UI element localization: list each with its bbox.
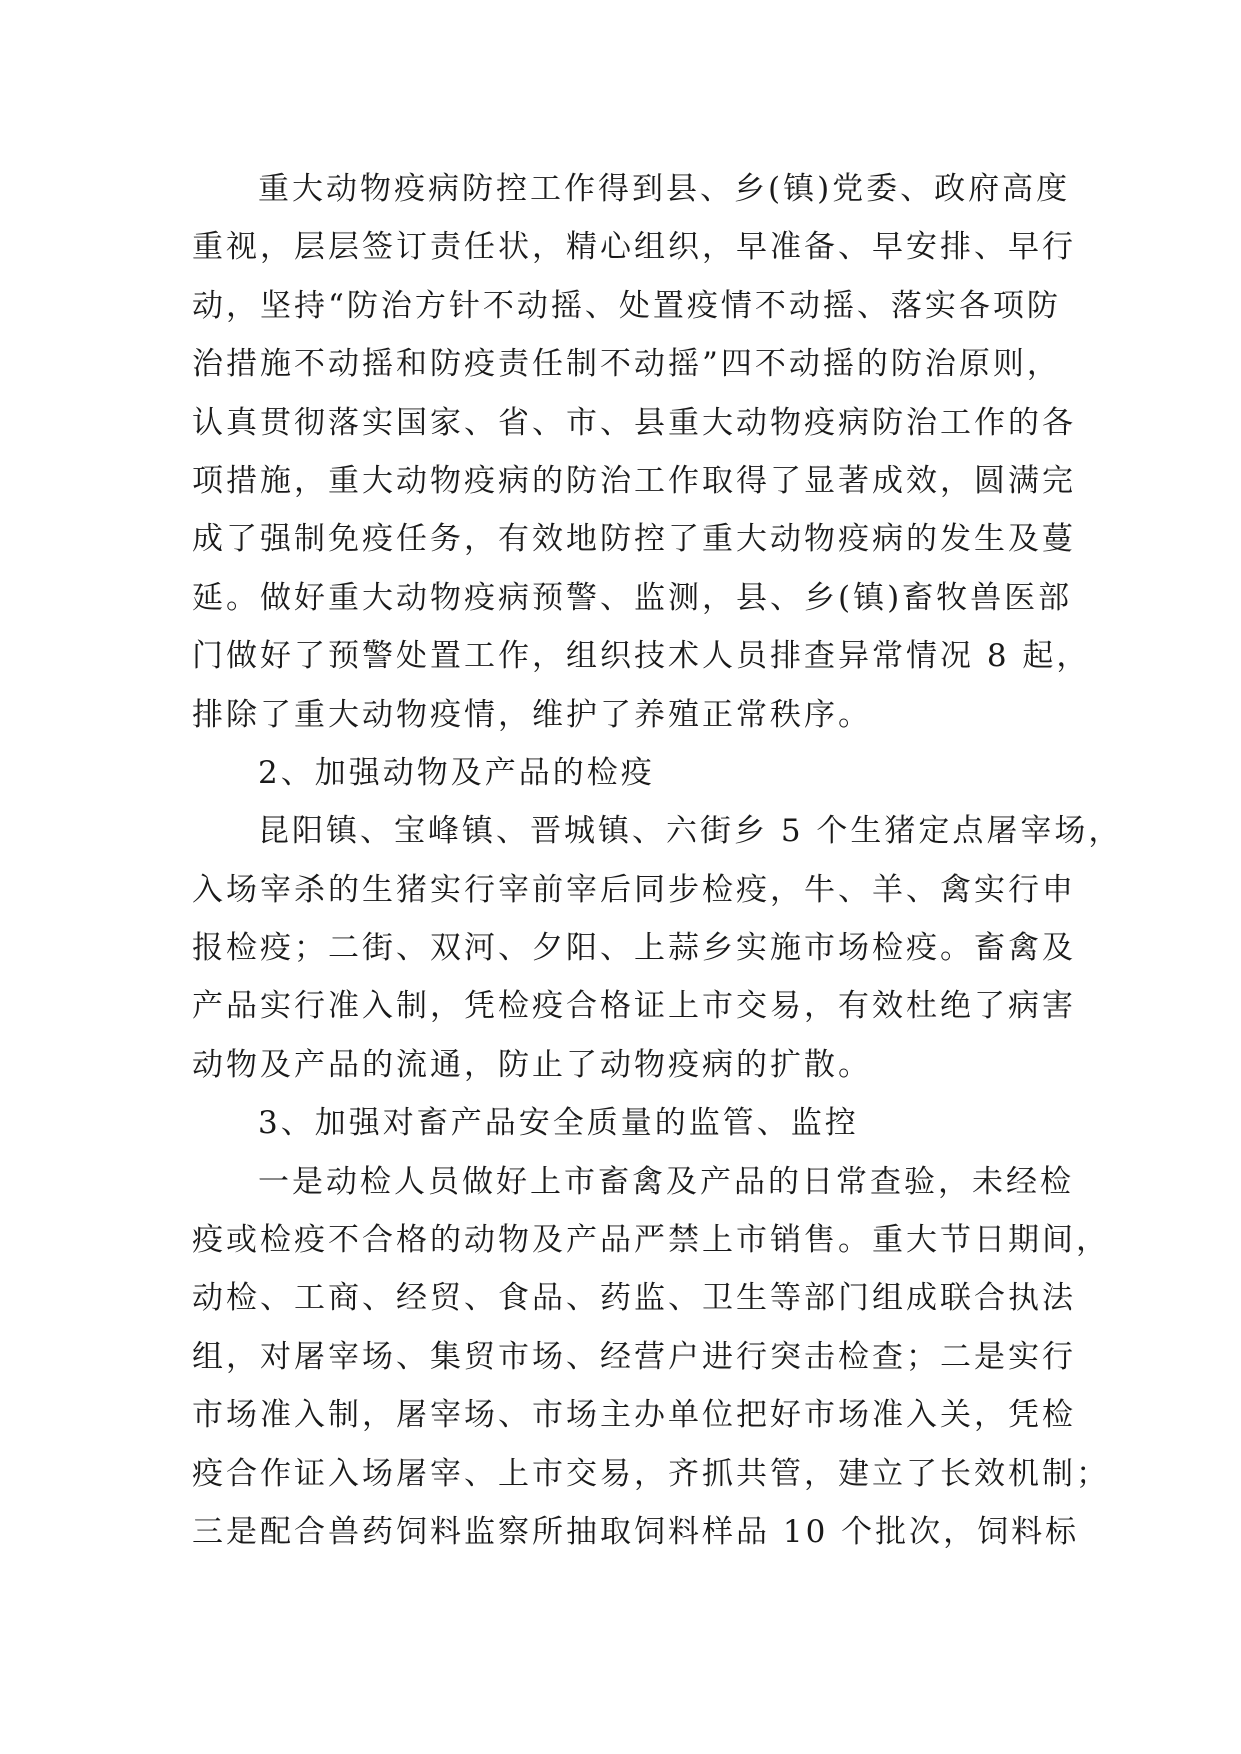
text-line: 延。做好重大动物疫病预警、监测，县、乡(镇)畜牧兽医部 bbox=[192, 579, 1073, 616]
text-line: 入场宰杀的生猪实行宰前宰后同步检疫，牛、羊、禽实行申 bbox=[192, 871, 1076, 908]
heading-line: 3、加强对畜产品安全质量的监管、监控 bbox=[258, 1105, 859, 1142]
text-line: 成了强制免疫任务，有效地防控了重大动物疫病的发生及蔓 bbox=[192, 521, 1076, 558]
paragraph bbox=[192, 160, 1091, 744]
text-line: 疫或检疫不合格的动物及产品严禁上市销售。重大节日期间， bbox=[192, 1222, 1110, 1259]
text-line: 重大动物疫病防控工作得到县、乡(镇)党委、政府高度 bbox=[258, 171, 1071, 207]
text-line: 疫合作证入场屠宰、上市交易，齐抓共管，建立了长效机制； bbox=[192, 1455, 1110, 1492]
text-line: 重视，层层签订责任状，精心组织，早准备、早安排、早行 bbox=[192, 229, 1076, 266]
text-line: 市场准入制，屠宰场、市场主办单位把好市场准入关，凭检 bbox=[192, 1397, 1076, 1434]
text-line: 报检疫；二街、双河、夕阳、上蒜乡实施市场检疫。畜禽及 bbox=[192, 930, 1076, 967]
text-line: 动物及产品的流通，防止了动物疫病的扩散。 bbox=[192, 1046, 872, 1083]
text-line: 三是配合兽药饲料监察所抽取饲料样品 10 个批次，饲料标 bbox=[192, 1513, 1080, 1550]
section-heading bbox=[192, 1094, 1054, 1152]
text-line: 动检、工商、经贸、食品、药监、卫生等部门组成联合执法 bbox=[192, 1280, 1076, 1317]
text-line: 认真贯彻落实国家、省、市、县重大动物疫病防治工作的各 bbox=[192, 404, 1076, 441]
text-line: 门做好了预警处置工作，组织技术人员排查异常情况 8 起， bbox=[192, 638, 1091, 675]
paragraph bbox=[192, 802, 1123, 1094]
text-line: 动，坚持“防治方针不动摇、处置疫情不动摇、落实各项防 bbox=[192, 287, 1061, 324]
heading-line: 2、加强动物及产品的检疫 bbox=[258, 754, 655, 791]
paragraph bbox=[192, 1153, 1110, 1562]
text-line: 产品实行准入制，凭检疫合格证上市交易，有效杜绝了病害 bbox=[192, 988, 1076, 1025]
document-body bbox=[192, 160, 1123, 1561]
text-line: 治措施不动摇和防疫责任制不动摇”四不动摇的防治原则， bbox=[192, 346, 1061, 383]
text-line: 昆阳镇、宝峰镇、晋城镇、六街乡 5 个生猪定点屠宰场， bbox=[258, 813, 1123, 850]
section-heading bbox=[192, 744, 1054, 802]
text-line: 组，对屠宰场、集贸市场、经营户进行突击检查；二是实行 bbox=[192, 1338, 1076, 1375]
text-line: 一是动检人员做好上市畜禽及产品的日常查验，未经检 bbox=[258, 1163, 1074, 1200]
text-line: 项措施，重大动物疫病的防治工作取得了显著成效，圆满完 bbox=[192, 462, 1076, 499]
text-line: 排除了重大动物疫情，维护了养殖正常秩序。 bbox=[192, 696, 872, 733]
